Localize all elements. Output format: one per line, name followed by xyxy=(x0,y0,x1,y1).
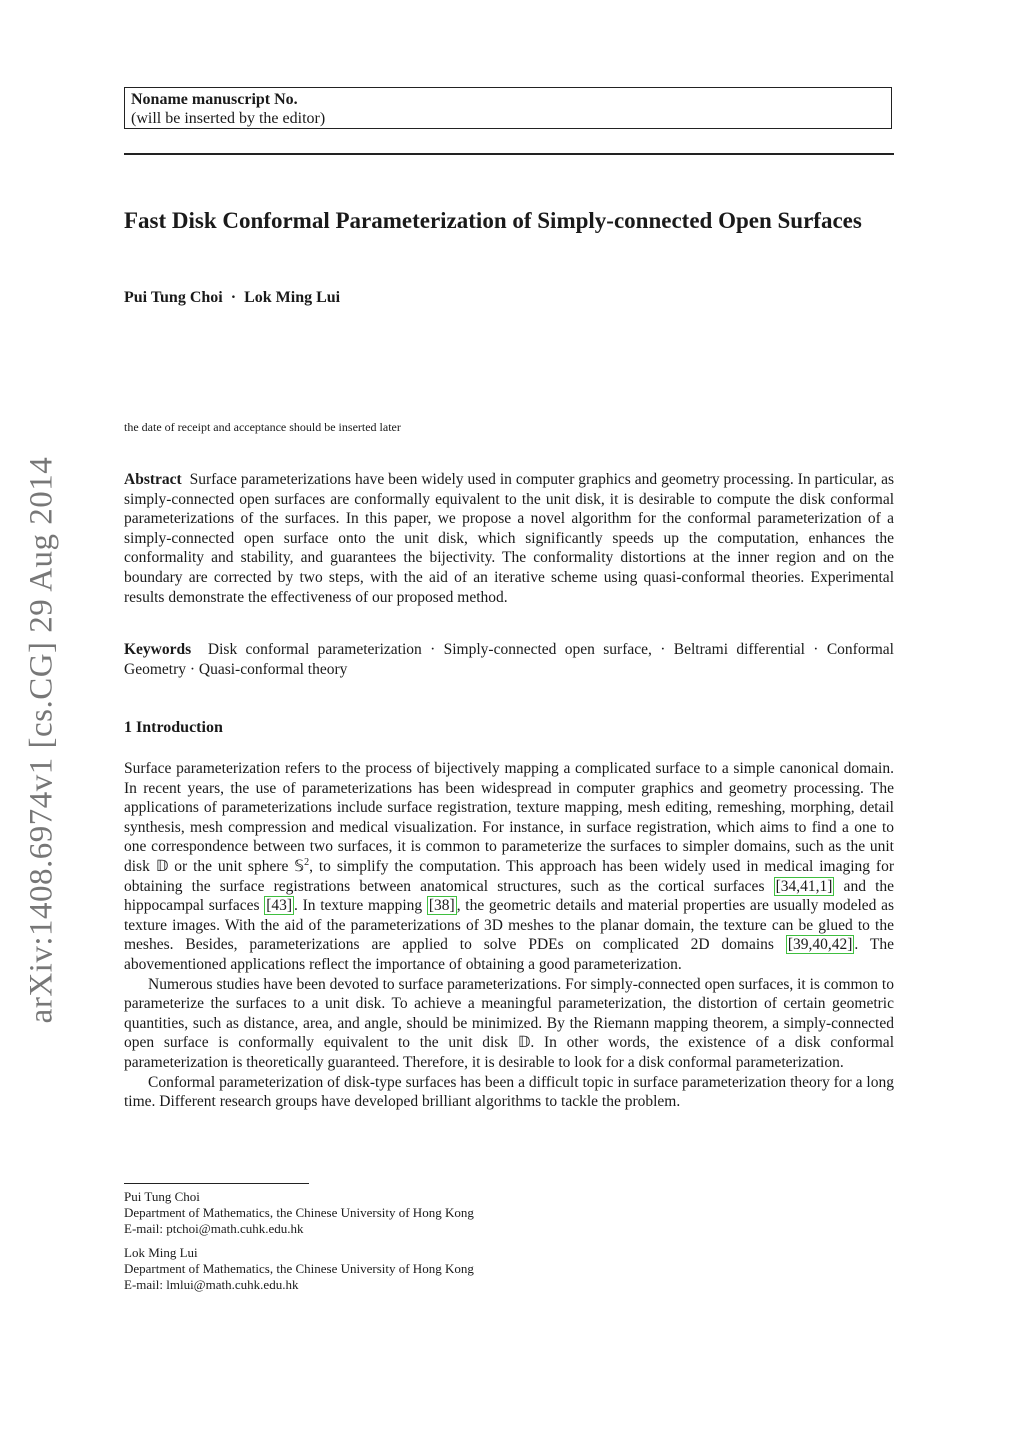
keywords xyxy=(124,640,894,679)
header-rule xyxy=(124,153,894,155)
footnote-affiliation: Department of Mathematics, the Chinese University of Hong Kong xyxy=(124,1261,474,1276)
citation-link[interactable]: [34,41,1] xyxy=(775,877,833,895)
footnote-name: Pui Tung Choi xyxy=(124,1189,200,1204)
paper-title: Fast Disk Conformal Parameterization of Simply-connected Open Surfaces xyxy=(124,208,862,233)
author-2: Lok Ming Lui xyxy=(244,289,341,306)
keywords-text: Disk conformal parameterization · Simply-connected open surface, · Beltrami differential · Conformal Geometry · Quasi-conformal theory xyxy=(124,641,894,678)
citation-link[interactable]: [39,40,42] xyxy=(787,936,853,954)
editor-note: (will be inserted by the editor) xyxy=(131,110,326,127)
author-1: Pui Tung Choi xyxy=(124,289,223,306)
abstract xyxy=(124,470,894,607)
footnote-author-2 xyxy=(124,1245,724,1293)
keywords-label: Keywords xyxy=(124,641,192,658)
intro-text: . The abovementioned applications reflect the importance of obtaining a good parameterization. xyxy=(124,936,894,973)
citation-link[interactable]: [43] xyxy=(266,897,293,915)
intro-text: . In texture mapping xyxy=(294,897,427,915)
intro-text: Surface parameterization refers to the process of bijectively mapping a complicated surface to a simple canonical domain. In recent years, the use of parameterizations has been widespread in computer graphics and geometry processing. The applications of parameterizations include surface registration, texture mapping, mesh editing, remeshing, morphing, detail synthesis, mesh compression and medical visualization. For instance, in surface registration, which aims to find a one to one correspondence between two surfaces, it is common to parameterize the surfaces to simpler domains, such as the unit disk 𝔻 or the unit sphere 𝕊 xyxy=(124,760,894,875)
footnote-affiliation: Department of Mathematics, the Chinese University of Hong Kong xyxy=(124,1205,474,1220)
section-title: Introduction xyxy=(136,719,223,736)
intro-paragraph-3: Conformal parameterization of disk-type surfaces has been a difficult topic in surface parameterization theory for a long time. Different research groups have developed brilliant algorithms to tackle the problem. xyxy=(124,1073,894,1111)
manuscript-box xyxy=(124,87,892,129)
footnote-author-1 xyxy=(124,1189,724,1237)
intro-paragraph-1 xyxy=(124,759,894,975)
footnote-rule xyxy=(124,1183,309,1184)
manuscript-label: Noname manuscript No. xyxy=(131,91,298,108)
intro-text: and the hippocampal surfaces xyxy=(124,877,894,915)
abstract-text: Surface parameterizations have been widely used in computer graphics and geometry processing. In particular, as simply-connected open surfaces are conformally equivalent to the unit disk, it is desirable to compute the disk conformal parameterizations of the surfaces. In this paper, we propose a novel algorithm for the conformal parameterization of a simply-connected open surface onto the unit disk, which significantly speeds up the computation, enhances the conformality and stability, and guarantees the bijectivity. The conformality distortions at the inner region and on the boundary are corrected by two steps, with the aid of an iterative scheme using quasi-conformal theories. Experimental results demonstrate the effectiveness of our proposed method. xyxy=(124,471,894,606)
section-heading xyxy=(124,719,223,737)
section-number: 1 xyxy=(124,719,132,736)
intro-text: , the geometric details and material properties are usually modeled as texture images. With the aid of the parameterizations of 3D meshes to the planar domain, the texture can be glued to the meshes. Besides, parameterizations are applied to solve PDEs on complicated 2D domains xyxy=(124,897,894,954)
footnote-name: Lok Ming Lui xyxy=(124,1245,198,1260)
arxiv-identifier-text: arXiv:1408.6974v1 [cs.CG] 29 Aug 2014 xyxy=(23,456,60,1024)
superscript: 2 xyxy=(304,856,310,868)
footnote-email: E-mail: lmlui@math.cuhk.edu.hk xyxy=(124,1277,299,1292)
introduction-body xyxy=(124,759,894,1112)
abstract-label: Abstract xyxy=(124,471,182,488)
author-separator: · xyxy=(230,289,237,306)
author-list xyxy=(124,289,340,307)
footnote-email: E-mail: ptchoi@math.cuhk.edu.hk xyxy=(124,1221,304,1236)
intro-paragraph-2: Numerous studies have been devoted to surface parameterizations. For simply-connected open surfaces, it is common to parameterize the surfaces to a unit disk. To achieve a meaningful parameterization, the distortion of certain geometric quantities, such as distance, area, and angle, should be minimized. By the Riemann mapping theorem, a simply-connected open surface is conformally equivalent to the unit disk 𝔻. In other words, the existence of a disk conformal parameterization is theoretically guaranteed. Therefore, it is desirable to look for a disk conformal parameterization. xyxy=(124,975,894,1071)
intro-text: , to simplify the computation. This approach has been widely used in medical imaging for obtaining the surface registrations between anatomical structures, such as the cortical surfaces xyxy=(124,857,894,895)
citation-link[interactable]: [38] xyxy=(428,897,455,915)
date-note: the date of receipt and acceptance should be inserted later xyxy=(124,420,401,434)
